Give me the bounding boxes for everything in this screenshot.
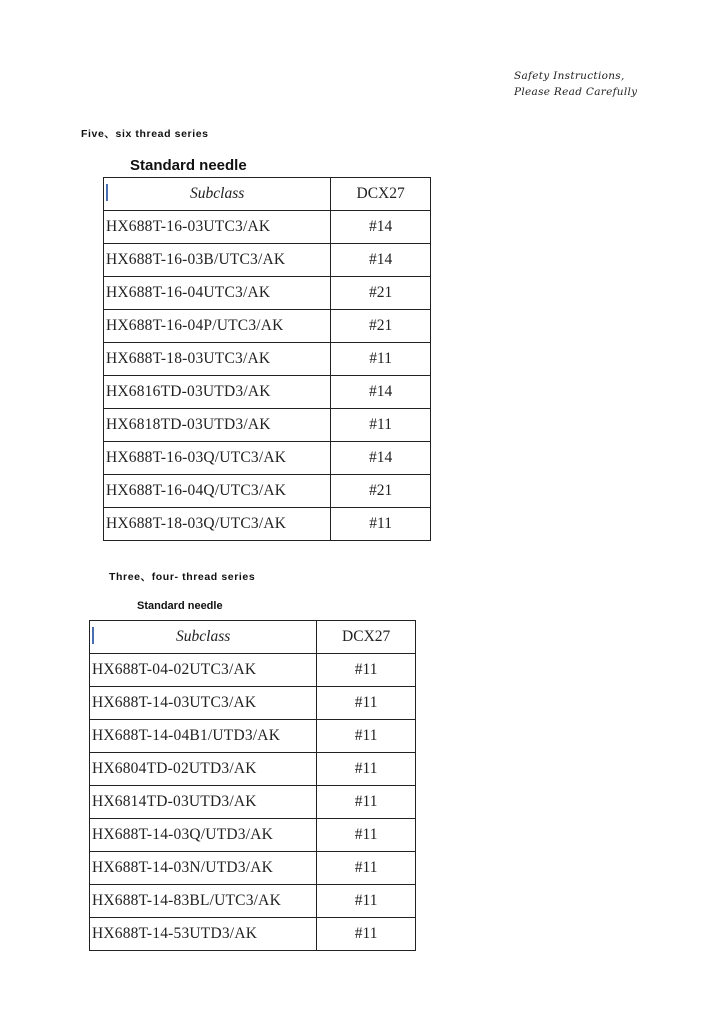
subclass-cell: HX688T-14-03N/UTD3/AK bbox=[90, 852, 317, 885]
needle-size-cell: #11 bbox=[331, 409, 431, 442]
needle-size-cell: #11 bbox=[317, 885, 416, 918]
subclass-cell: HX688T-14-03UTC3/AK bbox=[90, 687, 317, 720]
needle-size-cell: #11 bbox=[317, 852, 416, 885]
table-row bbox=[104, 442, 431, 475]
needle-size-cell: #11 bbox=[317, 918, 416, 951]
needle-size-cell: #21 bbox=[331, 475, 431, 508]
needle-size-cell: #21 bbox=[331, 310, 431, 343]
table-row bbox=[104, 244, 431, 277]
needle-size-cell: #11 bbox=[331, 343, 431, 376]
subclass-cell: HX688T-16-04UTC3/AK bbox=[104, 277, 331, 310]
table-header-row bbox=[90, 621, 416, 654]
safety-note-line-1: Safety Instructions, bbox=[514, 70, 625, 82]
needle-size-cell: #11 bbox=[331, 508, 431, 541]
needle-table-five-six-thread bbox=[103, 177, 431, 541]
subclass-cell: HX688T-14-83BL/UTC3/AK bbox=[90, 885, 317, 918]
table-row bbox=[104, 310, 431, 343]
section-title-five-six-thread: Five、six thread series bbox=[81, 128, 209, 140]
table-row bbox=[104, 409, 431, 442]
subclass-cell: HX688T-04-02UTC3/AK bbox=[90, 654, 317, 687]
column-header-subclass bbox=[104, 178, 331, 211]
subclass-cell: HX688T-16-03Q/UTC3/AK bbox=[104, 442, 331, 475]
column-header-subclass-label: Subclass bbox=[176, 628, 231, 645]
needle-size-cell: #11 bbox=[317, 654, 416, 687]
table-row bbox=[90, 720, 416, 753]
needle-size-cell: #14 bbox=[331, 442, 431, 475]
table-row bbox=[90, 654, 416, 687]
table-row bbox=[104, 343, 431, 376]
subclass-cell: HX688T-18-03Q/UTC3/AK bbox=[104, 508, 331, 541]
needle-size-cell: #11 bbox=[317, 687, 416, 720]
needle-size-cell: #21 bbox=[331, 277, 431, 310]
table-row bbox=[104, 376, 431, 409]
table-row bbox=[90, 918, 416, 951]
subclass-cell: HX688T-14-53UTD3/AK bbox=[90, 918, 317, 951]
needle-size-cell: #14 bbox=[331, 376, 431, 409]
table-row bbox=[90, 786, 416, 819]
table-row bbox=[90, 819, 416, 852]
table-row bbox=[104, 508, 431, 541]
needle-table-body bbox=[104, 211, 431, 541]
column-header-subclass-label: Subclass bbox=[190, 185, 245, 202]
needle-table-three-four-thread bbox=[89, 620, 416, 951]
table-caption-standard-needle: Standard needle bbox=[130, 157, 247, 174]
table-row bbox=[104, 277, 431, 310]
table-row bbox=[90, 852, 416, 885]
subclass-cell: HX6804TD-02UTD3/AK bbox=[90, 753, 317, 786]
subclass-cell: HX688T-16-04Q/UTC3/AK bbox=[104, 475, 331, 508]
table-row bbox=[90, 753, 416, 786]
subclass-cell: HX6818TD-03UTD3/AK bbox=[104, 409, 331, 442]
safety-note-line-2: Please Read Carefully bbox=[514, 86, 638, 98]
subclass-cell: HX688T-18-03UTC3/AK bbox=[104, 343, 331, 376]
table-row bbox=[104, 475, 431, 508]
subclass-cell: HX688T-16-03B/UTC3/AK bbox=[104, 244, 331, 277]
needle-size-cell: #11 bbox=[317, 753, 416, 786]
table-row bbox=[90, 885, 416, 918]
column-header-dcx27: DCX27 bbox=[331, 178, 431, 211]
subclass-cell: HX6814TD-03UTD3/AK bbox=[90, 786, 317, 819]
column-header-subclass bbox=[90, 621, 317, 654]
needle-table-body bbox=[90, 654, 416, 951]
column-header-dcx27: DCX27 bbox=[317, 621, 416, 654]
text-cursor bbox=[92, 627, 94, 644]
safety-note bbox=[514, 68, 637, 100]
subclass-cell: HX688T-16-04P/UTC3/AK bbox=[104, 310, 331, 343]
text-cursor bbox=[106, 184, 108, 201]
needle-size-cell: #11 bbox=[317, 819, 416, 852]
needle-size-cell: #11 bbox=[317, 720, 416, 753]
table-caption-standard-needle: Standard needle bbox=[137, 600, 223, 612]
subclass-cell: HX6816TD-03UTD3/AK bbox=[104, 376, 331, 409]
subclass-cell: HX688T-14-03Q/UTD3/AK bbox=[90, 819, 317, 852]
needle-size-cell: #14 bbox=[331, 244, 431, 277]
table-row bbox=[104, 211, 431, 244]
subclass-cell: HX688T-16-03UTC3/AK bbox=[104, 211, 331, 244]
section-title-three-four-thread: Three、four- thread series bbox=[109, 571, 256, 583]
needle-size-cell: #11 bbox=[317, 786, 416, 819]
table-header-row bbox=[104, 178, 431, 211]
needle-size-cell: #14 bbox=[331, 211, 431, 244]
subclass-cell: HX688T-14-04B1/UTD3/AK bbox=[90, 720, 317, 753]
table-row bbox=[90, 687, 416, 720]
